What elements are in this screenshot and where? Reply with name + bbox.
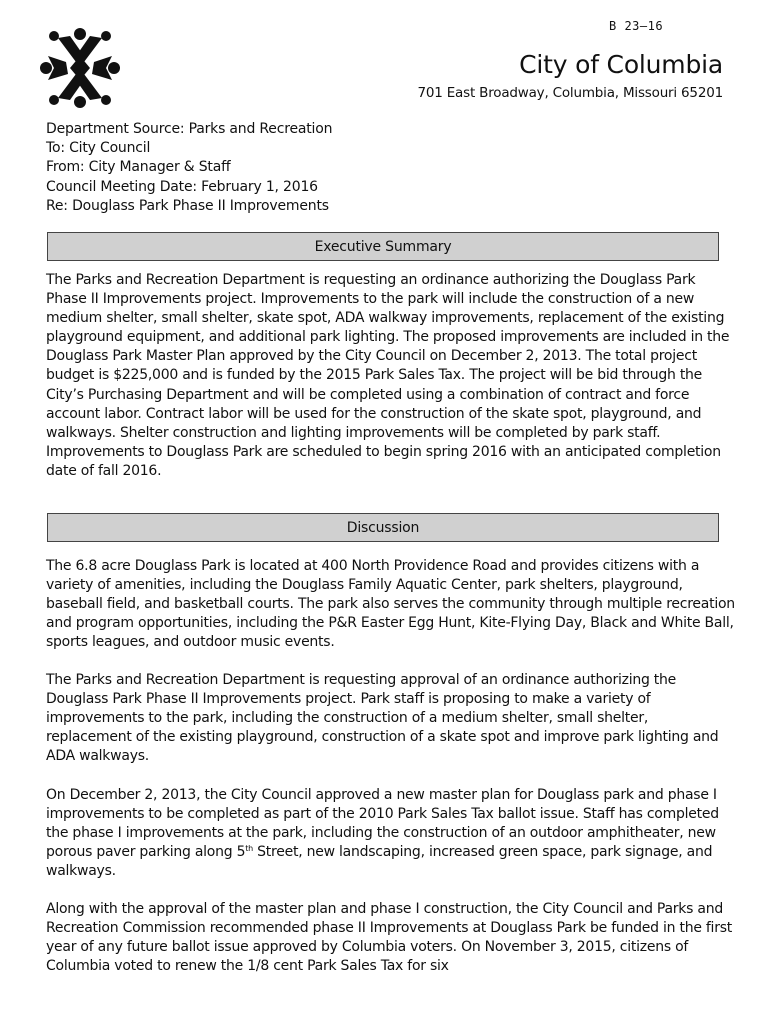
department-source: Department Source: Parks and Recreation [46, 121, 333, 137]
city-name-title: City of Columbia [519, 50, 723, 79]
memo-to: To: City Council [46, 140, 151, 157]
city-address: 701 East Broadway, Columbia, Missouri 65201 [417, 85, 723, 101]
document-number: B 23–16 [609, 19, 664, 33]
discussion-heading: Discussion [47, 513, 719, 542]
city-of-columbia-logo-icon [40, 26, 120, 110]
discussion-paragraph-3-part-2: Street, new landscaping, increased green space, park signage, and walkways. [46, 844, 713, 880]
executive-summary-heading: Executive Summary [47, 232, 719, 261]
discussion-paragraph-3-part-1: On December 2, 2013, the City Council approved a new master plan for Douglass park and phase I improvements to be completed as part of the 2010 Park Sales Tax ballot issue. Staff has completed the phase I improvements at the park, including the construction of an outdoor amphitheater, new porous paver parking along 5 [46, 787, 719, 861]
memo-subject: Re: Douglass Park Phase II Improvements [46, 197, 329, 214]
discussion-paragraph-3 [46, 786, 736, 881]
ordinal-superscript: th [245, 844, 253, 854]
memo-meta-block [46, 120, 332, 216]
discussion-paragraph-2: The Parks and Recreation Department is requesting approval of an ordinance authorizing the Douglass Park Phase II Improvements project. Park staff is proposing to make a variety of improvements to the park, including the construction of a medium shelter, small shelter, replacement of the existing playground, construction of a skate spot and improve park lighting and ADA walkways. [46, 672, 719, 765]
discussion-paragraph-1: The 6.8 acre Douglass Park is located at 400 North Providence Road and provides citizens with a variety of amenities, including the Douglass Family Aquatic Center, park shelters, playground, baseball field, and basketball courts. The park also serves the community through multiple recreation and program opportunities, including the P&R Easter Egg Hunt, Kite-Flying Day, Black and White Ball, sports leagues, and outdoor music events. [46, 558, 735, 651]
executive-summary-text: The Parks and Recreation Department is requesting an ordinance authorizing the Douglass Park Phase II Improvements project. Improvements to the park will include the construction of a new medium shelter, small shelter, skate spot, ADA walkway improvements, replacement of the existing playground equipment, and additional park lighting. The proposed improvements are included in the Douglass Park Master Plan approved by the City Council on December 2, 2013. The total project budget is $225,000 and is funded by the 2015 Park Sales Tax. The project will be bid through the City’s Purchasing Department and will be completed using a combination of contract and force account labor. Contract labor will be used for the construction of the skate spot, playground, and walkways. Shelter construction and lighting improvements will be completed by park staff. Improvements to Douglass Park are scheduled to begin spring 2016 with an anticipated completion date of fall 2016. [46, 272, 730, 479]
memo-from: From: City Manager & Staff [46, 159, 231, 176]
meeting-date: Council Meeting Date: February 1, 2016 [46, 178, 318, 195]
discussion-paragraph-4: Along with the approval of the master plan and phase I construction, the City Council and Parks and Recreation Commission recommended phase II Improvements at Douglass Park be funded in the first year of any future ballot issue approved by Columbia voters. On November 3, 2015, citizens of Columbia voted to renew the 1/8 cent Park Sales Tax for six [46, 901, 732, 975]
